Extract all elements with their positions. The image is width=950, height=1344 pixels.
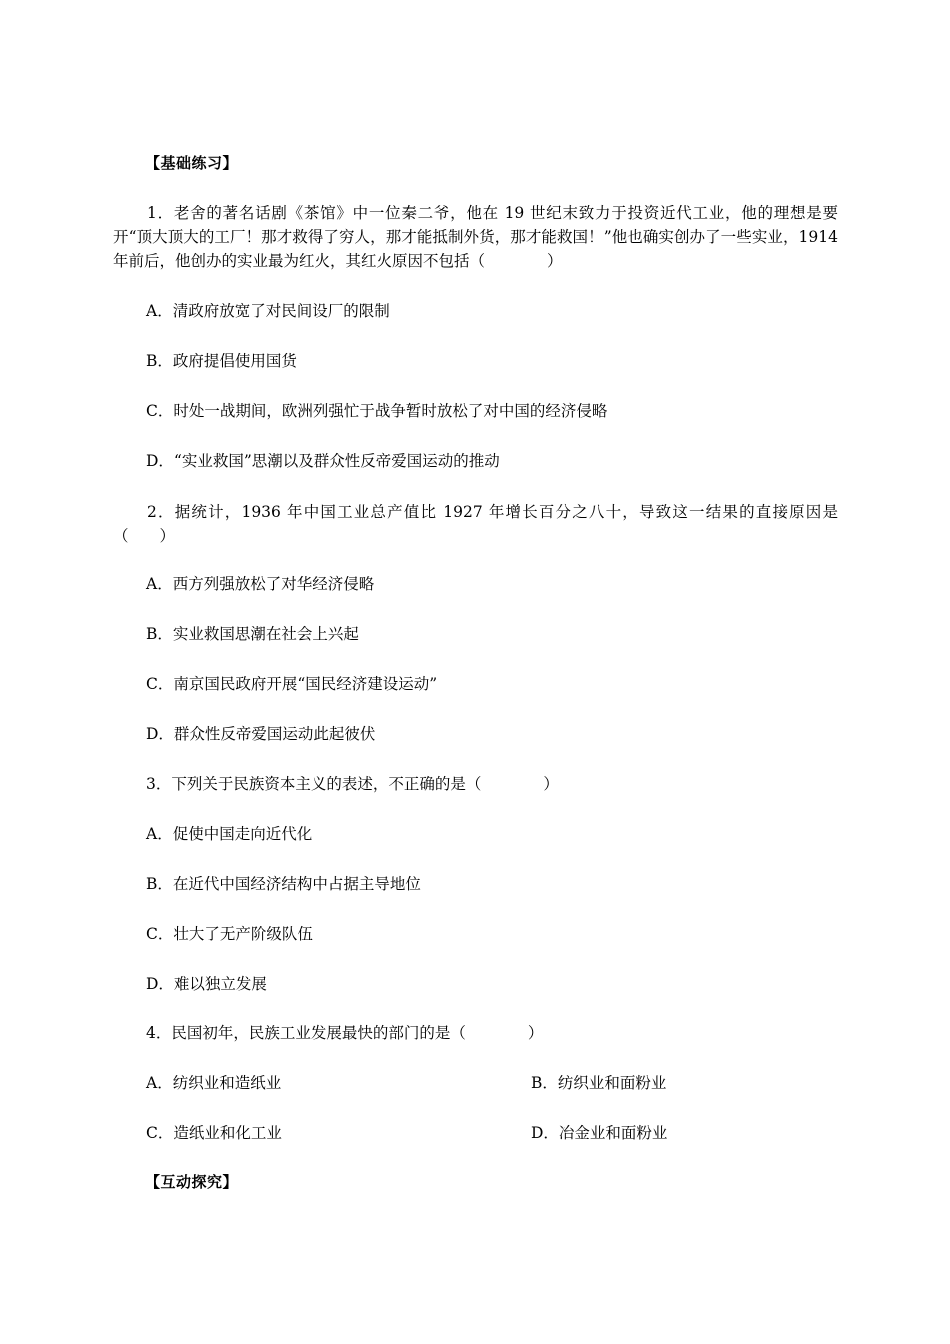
question-4-option-d: D．冶金业和面粉业	[531, 1124, 668, 1142]
question-1-option-c: C．时处一战期间，欧洲列强忙于战争暂时放松了对中国的经济侵略	[146, 402, 608, 420]
section-heading-basic-practice: 【基础练习】	[145, 154, 239, 172]
question-3-stem: 3．下列关于民族资本主义的表述，不正确的是（ ）	[146, 775, 559, 793]
question-1-option-b: B．政府提倡使用国货	[146, 352, 297, 370]
question-2-option-c: C．南京国民政府开展“国民经济建设运动”	[146, 675, 438, 693]
question-2-option-d: D．群众性反帝爱国运动此起彼伏	[146, 725, 376, 743]
question-2-option-b: B．实业救国思潮在社会上兴起	[146, 625, 359, 643]
question-3-option-a: A．促使中国走向近代化	[146, 825, 313, 843]
question-2-option-a: A．西方列强放松了对华经济侵略	[146, 575, 375, 593]
question-1-stem: 1．老舍的著名话剧《茶馆》中一位秦二爷，他在 19 世纪末致力于投资近代工业，他的理想是要开“顶大顶大的工厂！那才救得了穷人，那才能抵制外货，那才能救国！”他也确实创办了一些实业，1914 年前后，他创办的实业最为红火，其红火原因不包括（ ）	[113, 204, 838, 270]
question-1-option-d: D．“实业救国”思潮以及群众性反帝爱国运动的推动	[146, 452, 500, 470]
question-4-option-b: B．纺织业和面粉业	[531, 1074, 667, 1092]
question-3-option-b: B．在近代中国经济结构中占据主导地位	[146, 875, 421, 893]
section-heading-interactive-inquiry: 【互动探究】	[145, 1173, 239, 1191]
question-4-stem: 4．民国初年，民族工业发展最快的部门的是（ ）	[146, 1024, 544, 1042]
question-4-option-a: A．纺织业和造纸业	[146, 1074, 282, 1092]
question-3-option-d: D．难以独立发展	[146, 975, 267, 993]
question-4-option-c: C．造纸业和化工业	[146, 1124, 282, 1142]
question-2-stem: 2．据统计，1936 年中国工业总产值比 1927 年增长百分之八十，导致这一结果的直接原因是（ ）	[113, 503, 838, 545]
question-1-option-a: A．清政府放宽了对民间设厂的限制	[146, 302, 390, 320]
question-3-option-c: C．壮大了无产阶级队伍	[146, 925, 313, 943]
